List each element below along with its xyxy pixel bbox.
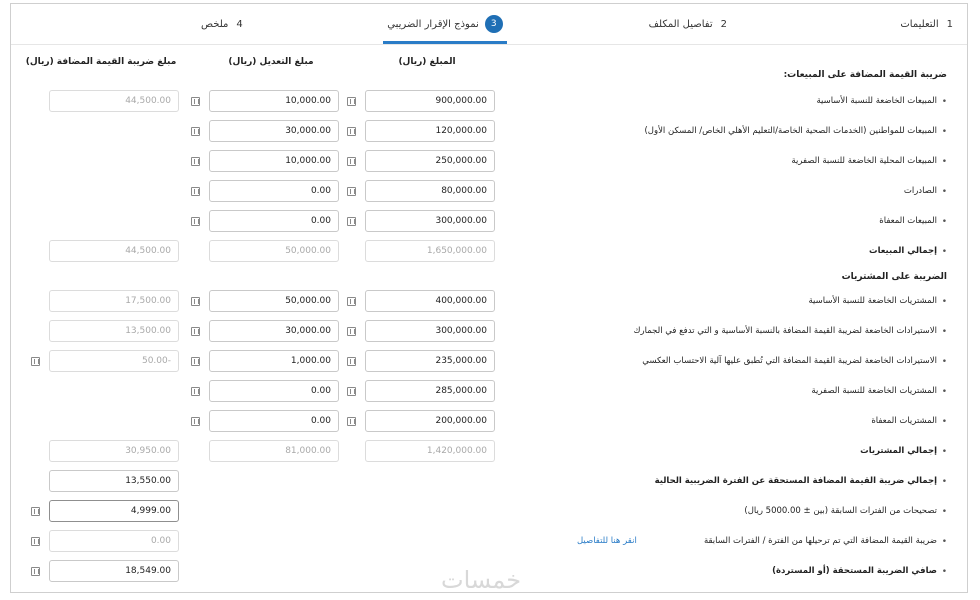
purchases-total-amount: 1,420,000.00 [365, 440, 495, 462]
attachment-icon[interactable] [191, 417, 200, 426]
purchases-imports-reverse-adjustment-input[interactable]: 1,000.00 [209, 350, 339, 372]
sales-row-exempt: • المبيعات المعفاة 300,000.00 0.00 [11, 210, 967, 236]
sales-exports-amount-input[interactable]: 80,000.00 [365, 180, 495, 202]
corrections-row: • تصحيحات من الفترات السابقة (بين ± 5000.00 ريال) 4,999.00 [11, 500, 967, 526]
purchases-zero-rated-amount-input[interactable]: 285,000.00 [365, 380, 495, 402]
attachment-icon[interactable] [347, 327, 356, 336]
attachment-icon[interactable] [191, 217, 200, 226]
sales-standard-amount-input[interactable]: 900,000.00 [365, 90, 495, 112]
sales-row-standard: • المبيعات الخاضعة للنسبة الأساسية 900,000.00 10,000.00 44,500.00 [11, 90, 967, 116]
purchases-row-exempt: • المشتريات المعفاة 200,000.00 0.00 [11, 410, 967, 436]
sales-standard-adjustment-input[interactable]: 10,000.00 [209, 90, 339, 112]
attachment-icon[interactable] [31, 537, 40, 546]
attachment-icon[interactable] [347, 157, 356, 166]
attachment-icon[interactable] [347, 357, 356, 366]
attachment-icon[interactable] [347, 187, 356, 196]
purchases-imports-reverse-amount-input[interactable]: 235,000.00 [365, 350, 495, 372]
sales-citizens-amount-input[interactable]: 120,000.00 [365, 120, 495, 142]
net-tax-field: 18,549.00 [49, 560, 179, 582]
wizard-steps [11, 4, 967, 45]
purchases-imports-customs-vat-field: 13,500.00 [49, 320, 179, 342]
vat-return-form [10, 3, 968, 593]
attachment-icon[interactable] [31, 507, 40, 516]
sales-total-amount: 1,650,000.00 [365, 240, 495, 262]
attachment-icon[interactable] [191, 387, 200, 396]
step-instructions[interactable]: 1 التعليمات [900, 18, 953, 30]
purchases-total-vat: 30,950.00 [49, 440, 179, 462]
header-adjustment: مبلغ التعديل (ريال) [228, 57, 314, 67]
sales-exempt-adjustment-input[interactable]: 0.00 [209, 210, 339, 232]
attachment-icon[interactable] [347, 97, 356, 106]
sales-row-exports: • الصادرات 80,000.00 0.00 [11, 180, 967, 206]
purchases-imports-customs-amount-input[interactable]: 300,000.00 [365, 320, 495, 342]
attachment-icon[interactable] [347, 127, 356, 136]
purchases-imports-customs-adjustment-input[interactable]: 30,000.00 [209, 320, 339, 342]
attachment-icon[interactable] [191, 327, 200, 336]
attachment-icon[interactable] [191, 127, 200, 136]
sales-zero-rated-adjustment-input[interactable]: 10,000.00 [209, 150, 339, 172]
attachment-icon[interactable] [191, 97, 200, 106]
step-summary[interactable]: 4 ملخص [201, 18, 243, 30]
attachment-icon[interactable] [191, 297, 200, 306]
purchases-section-title: الضريبة على المشتريات [841, 272, 947, 282]
vat-due-row: • إجمالي ضريبة القيمة المضافة المستحقة عن الفترة الضريبية الحالية 13,550.00 [11, 470, 967, 496]
purchases-row-standard: • المشتريات الخاضعة للنسبة الأساسية 400,000.00 50,000.00 17,500.00 [11, 290, 967, 316]
header-amount: المبلغ (ريال) [398, 57, 456, 67]
sales-total-row: • إجمالي المبيعات 1,650,000.00 50,000.00 44,500.00 [11, 240, 967, 266]
corrections-input[interactable]: 4,999.00 [49, 500, 179, 522]
attachment-icon[interactable] [347, 297, 356, 306]
sales-row-citizens: • المبيعات للمواطنين (الخدمات الصحية الخاصة/التعليم الأهلي الخاص/ المسكن الأول) 120,000.00 30,000.00 [11, 120, 967, 146]
attachment-icon[interactable] [347, 387, 356, 396]
details-link[interactable]: انقر هنا للتفاصيل [577, 536, 637, 546]
purchases-standard-adjustment-input[interactable]: 50,000.00 [209, 290, 339, 312]
attachment-icon[interactable] [191, 357, 200, 366]
attachment-icon[interactable] [31, 357, 40, 366]
carried-forward-row: • ضريبة القيمة المضافة التي تم ترحيلها من الفترة / الفترات السابقة انقر هنا للتفاصيل 0.00 [11, 530, 967, 556]
purchases-row-imports-reverse: • الاستيرادات الخاضعة لضريبة القيمة المضافة التي تُطبق عليها آلية الاحتساب العكسي 235,000.00 1,000.00 50.00- [11, 350, 967, 376]
net-tax-row: • صافي الضريبة المستحقة (أو المستردة) 18,549.00 [11, 560, 967, 586]
step-active-indicator: 3 [485, 15, 503, 33]
purchases-imports-reverse-vat-field: 50.00- [49, 350, 179, 372]
purchases-standard-amount-input[interactable]: 400,000.00 [365, 290, 495, 312]
watermark-logo: خمسات [441, 566, 522, 594]
purchases-exempt-adjustment-input[interactable]: 0.00 [209, 410, 339, 432]
step-taxpayer-details[interactable]: 2 تفاصيل المكلف [648, 18, 727, 30]
header-vat: مبلغ ضريبة القيمة المضافة (ريال) [25, 57, 177, 67]
sales-standard-vat-field: 44,500.00 [49, 90, 179, 112]
purchases-total-row: • إجمالي المشتريات 1,420,000.00 81,000.00 30,950.00 [11, 440, 967, 466]
purchases-row-zero-rated: • المشتريات الخاضعة للنسبة الصفرية 285,000.00 0.00 [11, 380, 967, 406]
attachment-icon[interactable] [31, 567, 40, 576]
sales-row-zero-rated: • المبيعات المحلية الخاضعة للنسبة الصفرية 250,000.00 10,000.00 [11, 150, 967, 176]
sales-exempt-amount-input[interactable]: 300,000.00 [365, 210, 495, 232]
purchases-total-adjustment: 81,000.00 [209, 440, 339, 462]
sales-total-vat: 44,500.00 [49, 240, 179, 262]
sales-section-title: ضريبة القيمة المضافة على المبيعات: [783, 70, 947, 80]
sales-citizens-adjustment-input[interactable]: 30,000.00 [209, 120, 339, 142]
vat-due-field: 13,550.00 [49, 470, 179, 492]
attachment-icon[interactable] [347, 217, 356, 226]
purchases-exempt-amount-input[interactable]: 200,000.00 [365, 410, 495, 432]
attachment-icon[interactable] [347, 417, 356, 426]
step-tax-return-form[interactable]: 3 نموذج الإقرار الضريبي [383, 4, 507, 44]
carried-forward-field: 0.00 [49, 530, 179, 552]
sales-exports-adjustment-input[interactable]: 0.00 [209, 180, 339, 202]
attachment-icon[interactable] [191, 157, 200, 166]
attachment-icon[interactable] [191, 187, 200, 196]
purchases-row-imports-customs: • الاستيرادات الخاضعة لضريبة القيمة المضافة بالنسبة الأساسية و التي تدفع في الجمارك 300,000.00 30,000.00 13,500.00 [11, 320, 967, 346]
sales-zero-rated-amount-input[interactable]: 250,000.00 [365, 150, 495, 172]
sales-total-adjustment: 50,000.00 [209, 240, 339, 262]
purchases-standard-vat-field: 17,500.00 [49, 290, 179, 312]
purchases-zero-rated-adjustment-input[interactable]: 0.00 [209, 380, 339, 402]
